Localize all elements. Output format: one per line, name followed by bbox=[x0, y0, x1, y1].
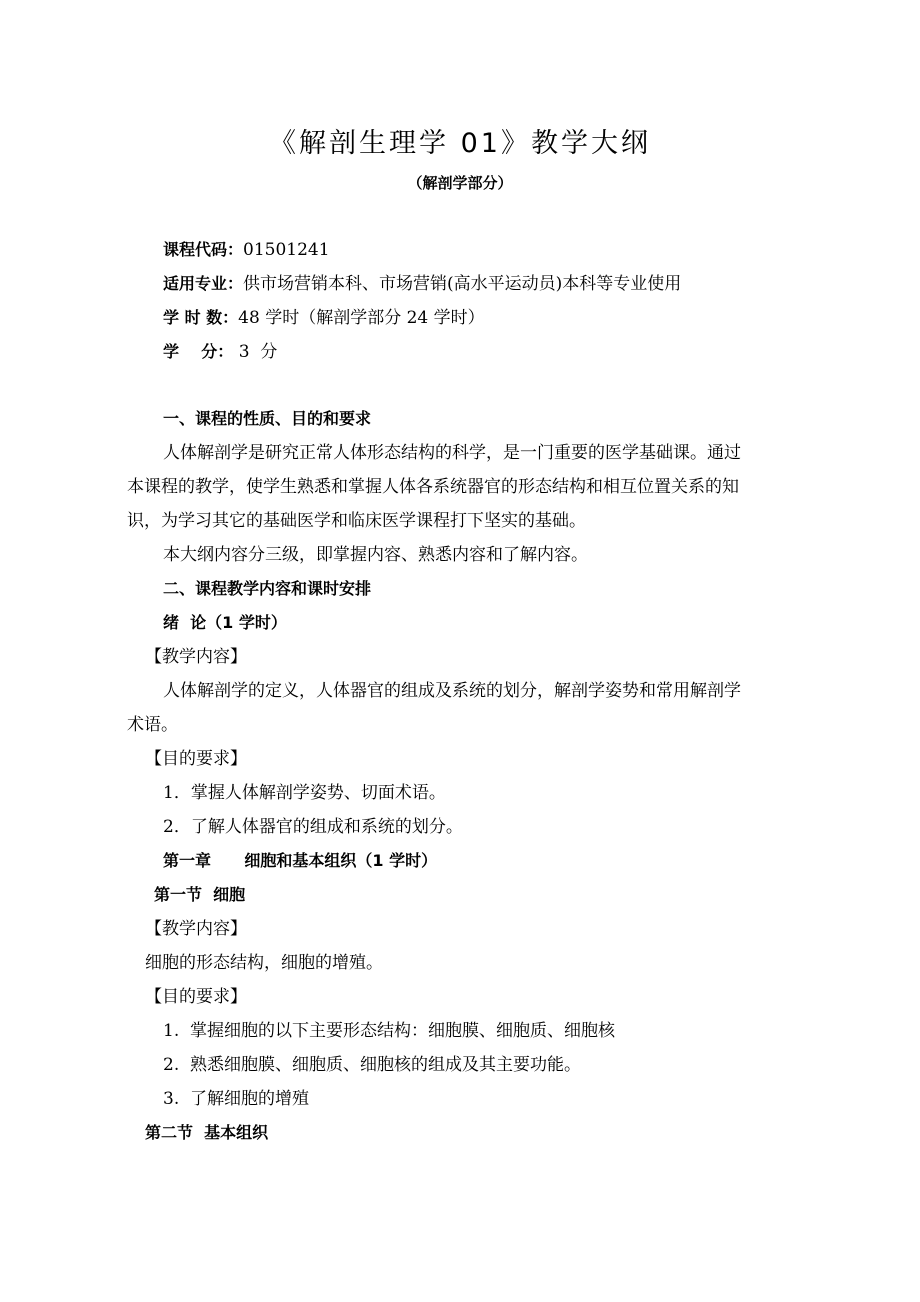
intro-goal-label: 【目的要求】 bbox=[145, 749, 247, 769]
document-subtitle: （解剖学部分） bbox=[407, 174, 513, 192]
chapter1-content: 细胞的形态结构，细胞的增殖。 bbox=[145, 953, 383, 973]
major-value: 供市场营销本科、市场营销(高水平运动员)本科等专业使用 bbox=[243, 274, 682, 294]
section1-heading: 一、课程的性质、目的和要求 bbox=[163, 409, 372, 428]
credit-label: 学 分： bbox=[163, 342, 234, 361]
chapter1-goal-label: 【目的要求】 bbox=[145, 987, 247, 1007]
chapter1-heading: 第一章 细胞和基本组织（1 学时） bbox=[163, 851, 438, 870]
course-code-label: 课程代码： bbox=[163, 240, 244, 259]
chapter1-goal-1: 1. 掌握细胞的以下主要形态结构：细胞膜、细胞质、细胞核 bbox=[163, 1021, 616, 1041]
intro-content-label: 【教学内容】 bbox=[145, 647, 247, 667]
document-title: 《解剖生理学 01》教学大纲 bbox=[269, 128, 651, 159]
hours-row bbox=[163, 306, 485, 330]
chapter1-goal-2: 2. 熟悉细胞膜、细胞质、细胞核的组成及其主要功能。 bbox=[163, 1055, 582, 1075]
chapter1-section1-heading: 第一节 细胞 bbox=[154, 885, 246, 904]
section1-para1-line1: 人体解剖学是研究正常人体形态结构的科学，是一门重要的医学基础课。通过 bbox=[163, 443, 741, 463]
course-code-value: 01501241 bbox=[243, 240, 330, 260]
section2-heading: 二、课程教学内容和课时安排 bbox=[163, 579, 372, 598]
chapter1-section2-heading: 第二节 基本组织 bbox=[145, 1123, 269, 1142]
chapter1-content-label: 【教学内容】 bbox=[145, 919, 247, 939]
section1-para1-line2: 本课程的教学，使学生熟悉和掌握人体各系统器官的形态结构和相互位置关系的知 bbox=[127, 477, 739, 497]
intro-heading: 绪 论（1 学时） bbox=[163, 613, 287, 632]
chapter1-goal-3: 3. 了解细胞的增殖 bbox=[163, 1089, 310, 1109]
credit-row bbox=[163, 340, 277, 364]
intro-content-line2: 术语。 bbox=[127, 715, 178, 735]
major-label: 适用专业： bbox=[163, 274, 244, 293]
section1-para1-line3: 识，为学习其它的基础医学和临床医学课程打下坚实的基础。 bbox=[127, 511, 586, 531]
hours-label: 学 时 数： bbox=[163, 308, 239, 327]
credit-value: 3 分 bbox=[233, 342, 278, 362]
intro-content-line1: 人体解剖学的定义，人体器官的组成及系统的划分，解剖学姿势和常用解剖学 bbox=[163, 681, 741, 701]
course-code-row bbox=[163, 238, 330, 262]
hours-value: 48 学时（解剖学部分 24 学时） bbox=[238, 308, 485, 328]
intro-goal-2: 2．了解人体器官的组成和系统的划分。 bbox=[163, 817, 463, 837]
section1-para2: 本大纲内容分三级，即掌握内容、熟悉内容和了解内容。 bbox=[163, 545, 588, 565]
intro-goal-1: 1．掌握人体解剖学姿势、切面术语。 bbox=[163, 783, 446, 803]
major-row bbox=[163, 272, 681, 296]
